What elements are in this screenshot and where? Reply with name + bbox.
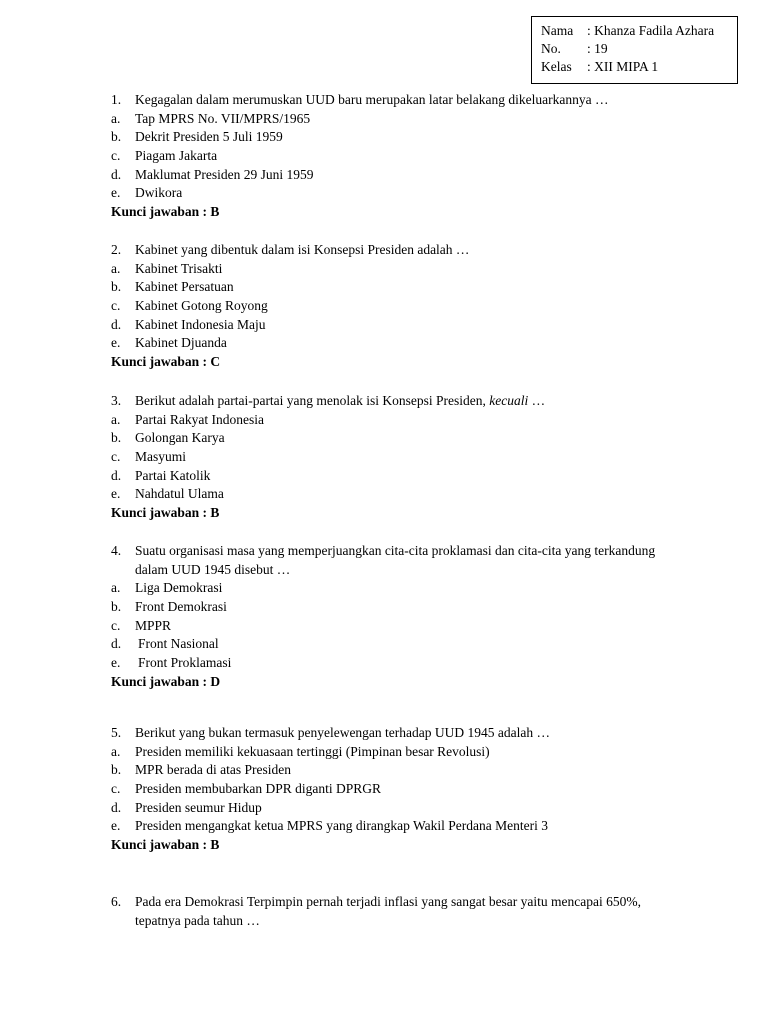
question-text: Suatu organisasi masa yang memperjuangkan cita-cita proklamasi dan cita-cita yang terkandung dalam UUD 1945 disebut … — [135, 543, 656, 577]
option-letter: b. — [111, 599, 122, 615]
question-text-line — [111, 241, 671, 260]
question-text-main: Berikut adalah partai-partai yang menolak isi Konsepsi Presiden, — [135, 393, 490, 408]
question-text: Pada era Demokrasi Terpimpin pernah terjadi inflasi yang sangat besar yaitu mencapai 650%, tepatnya pada tahun … — [135, 894, 642, 928]
option-text: Partai Katolik — [135, 467, 211, 483]
question-text: Berikut yang bukan termasuk penyelewengan terhadap UUD 1945 adalah … — [135, 725, 550, 740]
option-text: Front Demokrasi — [135, 599, 227, 615]
identity-row-number — [541, 40, 737, 58]
option-letter: d. — [111, 799, 122, 815]
option-c — [111, 448, 671, 467]
option-text: Presiden seumur Hidup — [135, 799, 262, 815]
option-text: Dekrit Presiden 5 Juli 1959 — [135, 129, 283, 145]
question-text-line — [111, 542, 671, 579]
option-letter: c. — [111, 617, 121, 633]
option-text: Dwikora — [135, 185, 183, 201]
identity-row-name — [541, 22, 737, 40]
option-a — [111, 110, 671, 129]
student-identity-box — [531, 16, 738, 84]
option-letter: d. — [111, 316, 122, 332]
question-2 — [111, 241, 671, 372]
option-text: MPR berada di atas Presiden — [135, 762, 291, 778]
option-text: Golongan Karya — [135, 430, 225, 446]
option-text: Front Proklamasi — [138, 655, 232, 671]
option-letter: d. — [111, 467, 122, 483]
option-c — [111, 297, 671, 316]
question-number: 1. — [111, 92, 122, 107]
option-d — [111, 316, 671, 335]
option-d — [111, 467, 671, 486]
option-text: Kabinet Indonesia Maju — [135, 316, 266, 332]
option-a — [111, 411, 671, 430]
answer-key: Kunci jawaban : B — [111, 204, 220, 220]
question-text-line — [111, 91, 671, 110]
question-text-line — [111, 893, 671, 930]
answer-key: Kunci jawaban : D — [111, 673, 221, 689]
question-text — [135, 392, 671, 411]
question-text-line — [111, 392, 671, 411]
option-text: Kabinet Gotong Royong — [135, 298, 268, 314]
question-number: 6. — [111, 894, 122, 909]
option-letter: c. — [111, 148, 121, 164]
option-e — [111, 654, 671, 673]
identity-value: : 19 — [587, 41, 608, 56]
option-letter: b. — [111, 762, 122, 778]
option-text: Presiden memiliki kekuasaan tertinggi (Pimpinan besar Revolusi) — [135, 743, 490, 759]
option-b — [111, 429, 671, 448]
option-b — [111, 128, 671, 147]
question-text-ellipsis: … — [528, 393, 546, 408]
option-letter: a. — [111, 743, 121, 759]
option-text: Piagam Jakarta — [135, 148, 218, 164]
option-b — [111, 598, 671, 617]
option-text: Front Nasional — [138, 636, 219, 652]
option-e — [111, 485, 671, 504]
identity-label: Kelas — [541, 59, 572, 74]
question-4 — [111, 542, 671, 692]
option-letter: d. — [111, 636, 122, 652]
option-letter: c. — [111, 298, 121, 314]
question-text-line — [111, 724, 671, 743]
question-number: 2. — [111, 242, 122, 257]
option-letter: e. — [111, 818, 121, 834]
question-number: 5. — [111, 725, 122, 740]
option-text: Presiden mengangkat ketua MPRS yang dirangkap Wakil Perdana Menteri 3 — [135, 818, 548, 834]
option-letter: a. — [111, 110, 121, 126]
option-d — [111, 166, 671, 185]
option-letter: a. — [111, 580, 121, 596]
option-letter: e. — [111, 655, 121, 671]
option-c — [111, 780, 671, 799]
identity-row-class — [541, 58, 737, 76]
answer-key: Kunci jawaban : C — [111, 354, 221, 370]
option-letter: c. — [111, 449, 121, 465]
question-6 — [111, 893, 671, 930]
option-d — [111, 635, 671, 654]
option-e — [111, 184, 671, 203]
option-e — [111, 817, 671, 836]
option-letter: e. — [111, 185, 121, 201]
question-text-emphasis: kecuali — [489, 393, 529, 408]
option-text: Presiden membubarkan DPR diganti DPRGR — [135, 781, 381, 797]
option-text: Tap MPRS No. VII/MPRS/1965 — [135, 110, 311, 126]
question-text: Kabinet yang dibentuk dalam isi Konsepsi Presiden adalah … — [135, 242, 470, 257]
option-letter: d. — [111, 166, 122, 182]
question-text: Kegagalan dalam merumuskan UUD baru merupakan latar belakang dikeluarkannya … — [135, 92, 609, 107]
answer-key: Kunci jawaban : B — [111, 837, 220, 853]
option-letter: a. — [111, 260, 121, 276]
option-letter: c. — [111, 781, 121, 797]
option-text: Masyumi — [135, 449, 187, 465]
option-letter: e. — [111, 335, 121, 351]
identity-value: : Khanza Fadila Azhara — [587, 23, 715, 38]
question-1 — [111, 91, 671, 222]
option-text: Kabinet Djuanda — [135, 335, 227, 351]
option-b — [111, 278, 671, 297]
option-a — [111, 260, 671, 279]
option-text: Kabinet Persatuan — [135, 279, 234, 295]
option-letter: a. — [111, 411, 121, 427]
question-number: 4. — [111, 543, 122, 558]
option-text: MPPR — [135, 617, 172, 633]
question-number: 3. — [111, 393, 122, 408]
identity-label: No. — [541, 41, 561, 56]
question-3 — [111, 392, 671, 523]
option-text: Kabinet Trisakti — [135, 260, 223, 276]
identity-value: : XII MIPA 1 — [587, 59, 659, 74]
option-text: Partai Rakyat Indonesia — [135, 411, 264, 427]
option-d — [111, 799, 671, 818]
option-text: Liga Demokrasi — [135, 580, 223, 596]
option-letter: b. — [111, 430, 122, 446]
option-text: Nahdatul Ulama — [135, 486, 224, 502]
identity-label: Nama — [541, 23, 574, 38]
option-a — [111, 579, 671, 598]
question-5 — [111, 724, 671, 855]
option-letter: e. — [111, 486, 121, 502]
option-c — [111, 147, 671, 166]
answer-key: Kunci jawaban : B — [111, 505, 220, 521]
option-letter: b. — [111, 279, 122, 295]
option-text: Maklumat Presiden 29 Juni 1959 — [135, 166, 314, 182]
option-a — [111, 743, 671, 762]
option-b — [111, 761, 671, 780]
option-letter: b. — [111, 129, 122, 145]
option-c — [111, 617, 671, 636]
option-e — [111, 334, 671, 353]
